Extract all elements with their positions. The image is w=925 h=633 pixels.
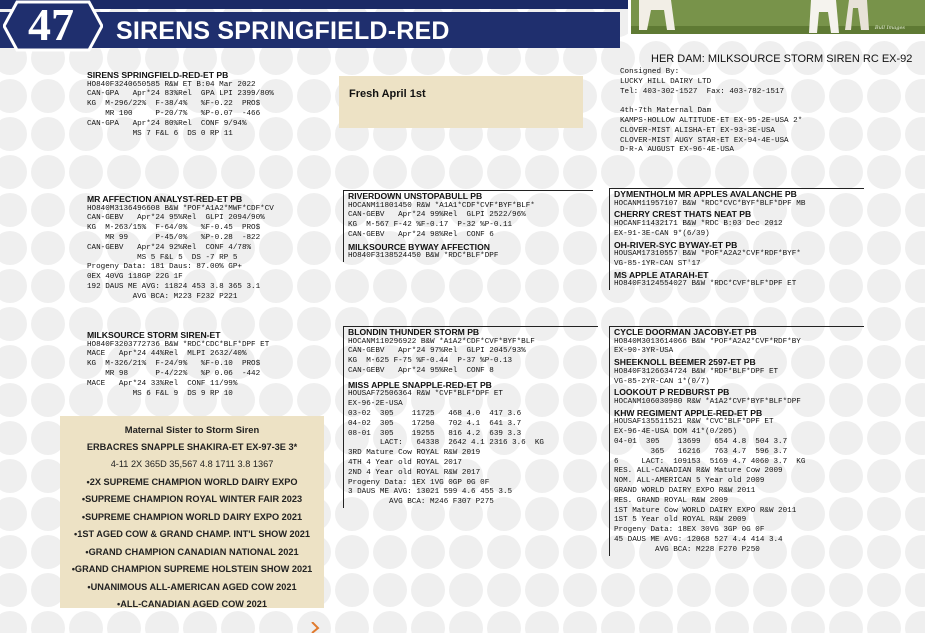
gp-line: NOM. ALL-AMERICAN 5 Year old 2009	[614, 477, 765, 486]
background-dot	[335, 573, 369, 607]
background-dot	[715, 573, 749, 607]
background-dot	[715, 155, 749, 189]
background-dot	[905, 611, 925, 633]
background-dot	[0, 535, 27, 569]
sire-sire-line: HOCANM11801450 R&W *A1A1*CDF*CVF*BYF*BLF*	[348, 201, 535, 210]
background-dot	[221, 611, 255, 633]
background-dot	[31, 79, 65, 113]
gp-ddam-sire-lines	[614, 398, 864, 408]
dam-block	[87, 330, 269, 399]
background-dot	[905, 383, 925, 417]
page-title: SIRENS SPRINGFIELD-RED	[116, 17, 450, 45]
background-dot	[867, 79, 901, 113]
background-dot	[867, 269, 901, 303]
lot-info-lines	[87, 81, 274, 140]
sister-name: ERBACRES SNAPPLE SHAKIRA-ET EX-97-3E 3*	[86, 441, 298, 452]
background-dot	[867, 383, 901, 417]
sire-line: AVG BCA: M223 F232 P221	[87, 292, 238, 301]
gp-line: HO840F3126634724 B&W *RDF*BLF*DPF ET	[614, 367, 779, 376]
background-dot	[31, 155, 65, 189]
lot-info-line: HO840F3240650585 R&W ET B:04 Mar 2022	[87, 80, 256, 89]
background-dot	[829, 573, 863, 607]
gp-dsire-dam-name: SHEEKNOLL BEEMER 2597-ET PB	[614, 357, 756, 368]
sire-line: 192 DAUS ME AVG: 11824 453 3.8 365 3.1	[87, 282, 261, 291]
gp-dsire-sire-lines	[614, 338, 864, 358]
background-dot	[297, 79, 331, 113]
background-dot	[829, 117, 863, 151]
background-dot	[0, 269, 27, 303]
gp-line: 365 16216 763 4.7 596 3.7	[614, 447, 788, 456]
sister-honor-item: •GRAND CHAMPION CANADIAN NATIONAL 2021	[85, 546, 299, 557]
background-dot	[867, 573, 901, 607]
background-dot	[905, 497, 925, 531]
background-dot	[107, 611, 141, 633]
gp-dsire-dam-lines	[614, 368, 864, 388]
gp-sdam-sire-name: OH-RIVER-SYC BYWAY-ET PB	[614, 239, 738, 250]
sire-dam-line: HO840F3138524450 B&W *RDC*BLF*DPF	[348, 252, 499, 261]
gp-sdam-dam-name: MS APPLE ATARAH-ET	[614, 269, 709, 280]
gp-line: HO840M3013614066 B&W *POF*A2A2*CVF*RDF*BY	[614, 337, 801, 346]
sister-honors	[60, 474, 324, 614]
sire-line: HO840M3136496608 B&W *POF*A1A2*MWF*CDF*CV	[87, 204, 274, 213]
background-dot	[905, 535, 925, 569]
background-dot	[297, 383, 331, 417]
background-dot	[31, 611, 65, 633]
background-dot	[449, 155, 483, 189]
gp-line: RES. GRAND ROYAL R&W 2009	[614, 496, 728, 505]
sire-name: MR AFFECTION ANALYST-RED-ET PB	[87, 194, 243, 204]
dam-dam-line: Progeny Data: 1EX 1VG 0GP 0G 0F	[348, 478, 490, 487]
background-dot	[905, 193, 925, 227]
lot-info-line: MR 100 P-20/7% %P-0.07 -466	[87, 109, 261, 118]
gp-line: EX-90-3YR-USA	[614, 347, 674, 356]
dam-dam-name: MISS APPLE SNAPPLE-RED-ET PB	[348, 379, 492, 390]
sire-sire-line: CAN-GEBV Apr*24 99%Rel GLPI 2522/96%	[348, 211, 526, 220]
background-dot	[69, 155, 103, 189]
fresh-note: Fresh April 1st	[349, 88, 426, 100]
gp-line: VG-85-2YR-CAN 1*(0/7)	[614, 377, 710, 386]
background-dot	[525, 611, 559, 633]
background-dot	[601, 155, 635, 189]
sire-line: MR 99 P-45/0% %P-0.28 -822	[87, 233, 261, 242]
background-dot	[639, 611, 673, 633]
dam-dam-line: AVG BCA: M246 F307 P275	[348, 498, 494, 507]
background-dot	[31, 269, 65, 303]
gp-line: RES. ALL-CANADIAN R&W Mature Cow 2009	[614, 467, 783, 476]
consignor-line: Consigned By:	[620, 68, 680, 76]
gp-line: HOCANM11957107 B&W *RDC*CVC*BYF*BLF*DPF MB	[614, 199, 806, 208]
dam-line: MR 98 P-4/22% %P 0.06 -442	[87, 369, 261, 378]
dam-heading: HER DAM: MILKSOURCE STORM SIREN RC EX-92	[651, 53, 913, 65]
background-dot	[69, 611, 103, 633]
consignor-line: CLOVER-MIST ALISHA-ET EX-93-3E-USA	[620, 126, 775, 135]
sire-block	[87, 194, 274, 303]
sire-sire-block	[343, 190, 593, 262]
dam-name: MILKSOURCE STORM SIREN-ET	[87, 330, 221, 340]
background-dot	[373, 573, 407, 607]
consignor-line: LUCKY HILL DAIRY LTD	[620, 77, 712, 86]
background-dot	[0, 231, 27, 265]
gp-line: AVG BCA: M228 F270 P250	[614, 545, 760, 554]
dam-dam-line: EX-96-2E-USA	[348, 400, 403, 409]
background-dot	[867, 155, 901, 189]
dam-sire-lines	[348, 338, 598, 377]
background-dot	[677, 155, 711, 189]
background-dot	[411, 611, 445, 633]
dam-sire-block	[343, 326, 598, 508]
background-dot	[715, 611, 749, 633]
gp-line: 04-01 305 13699 654 4.8 504 3.7	[614, 437, 788, 446]
sire-sire-line: CAN-GEBV Apr*24 98%Rel CONF 6	[348, 230, 494, 239]
consignor-line: KAMPS-HOLLOW ALTITUDE-ET EX-95-2E-USA 2*	[620, 116, 803, 125]
background-dot	[905, 79, 925, 113]
dam-line: MACE Apr*24 44%Rel MLPI 2632/40%	[87, 350, 247, 359]
sire-line: Progeny Data: 181 Daus: 87.00% GP+	[87, 263, 242, 272]
gp-sire-dam-name: CHERRY CREST THATS NEAT PB	[614, 209, 752, 220]
cow-photo	[628, 0, 925, 37]
background-dot	[373, 535, 407, 569]
lot-number: 47	[28, 0, 74, 50]
background-dot	[411, 535, 445, 569]
sire-line: KG M-263/15% F-64/0% %F-0.45 PRO$	[87, 224, 261, 233]
background-dot	[639, 155, 673, 189]
background-dot	[867, 535, 901, 569]
dam-dam-line: 04-02 305 17250 702 4.1 641 3.7	[348, 419, 522, 428]
gp-line: 1ST 5 Year old ROYAL R&W 2009	[614, 516, 747, 525]
background-dot	[31, 345, 65, 379]
gp-line: HO840F3124554027 B&W *RDC*CVF*BLF*DPF ET	[614, 280, 797, 289]
sister-honor-item: •GRAND CHAMPION SUPREME HOLSTEIN SHOW 2021	[71, 564, 313, 574]
background-dot	[563, 155, 597, 189]
background-dot	[905, 307, 925, 341]
gp-line: 6 LACT: 109153 5169 4.7 4060 3.7 KG	[614, 457, 806, 466]
page-arrow-icon	[309, 622, 323, 633]
background-dot	[563, 269, 597, 303]
sister-record: 4-11 2X 365D 35,567 4.8 1711 3.8 1367	[110, 459, 274, 469]
lot-info-line: CAN-GPA Apr*24 83%Rel GPA LPI 2399/80%	[87, 90, 274, 99]
sire-line: 0EX 40VG 118GP 22G 1F	[87, 273, 183, 282]
background-dot	[221, 155, 255, 189]
consignor-line: Tel: 403-302-1527 Fax: 403-782-1517	[620, 87, 785, 96]
background-dot	[905, 231, 925, 265]
sire-sire-name: RIVERDOWN UNSTOPABULL PB	[348, 191, 483, 201]
sire-line: CAN-GEBV Apr*24 92%Rel CONF 4/78%	[87, 243, 252, 252]
background-dot	[563, 573, 597, 607]
background-dot	[791, 611, 825, 633]
dam-sire-name: BLONDIN THUNDER STORM PB	[348, 327, 480, 337]
background-dot	[297, 307, 331, 341]
background-dot	[31, 307, 65, 341]
background-dot	[525, 269, 559, 303]
sire-line: MS 5 F&L 5 DS -7 RP 5	[87, 253, 238, 262]
background-dot	[867, 611, 901, 633]
background-dot	[905, 269, 925, 303]
sister-honor-item: •2X SUPREME CHAMPION WORLD DAIRY EXPO	[86, 476, 298, 487]
background-dot	[639, 573, 673, 607]
background-dot	[31, 383, 65, 417]
dam-dam-line: HOUSAF72506364 R&W *CVF*BLF*DPF ET	[348, 390, 503, 399]
dam-dam-line: 08-01 305 19255 816 4.2 639 3.3	[348, 429, 522, 438]
background-dot	[449, 535, 483, 569]
fresh-note-box	[339, 76, 583, 128]
background-dot	[373, 269, 407, 303]
background-dot	[487, 155, 521, 189]
dam-dam-line: 3RD Mature Cow ROYAL R&W 2019	[348, 449, 481, 458]
sister-honor-item: •ALL-CANADIAN AGED COW 2021	[117, 599, 267, 609]
background-dot	[335, 269, 369, 303]
background-dot	[0, 345, 27, 379]
background-dot	[0, 459, 27, 493]
background-dot	[487, 573, 521, 607]
gp-line: GRAND WORLD DAIRY EXPO R&W 2011	[614, 486, 756, 495]
gp-ddam-dam-lines	[614, 418, 864, 555]
background-dot	[31, 117, 65, 151]
dam-line: KG M-326/21% F-24/9% %F-0.10 PRO$	[87, 360, 261, 369]
dam-dam-lines	[348, 390, 598, 508]
sister-honor-item: •UNANIMOUS ALL-AMERICAN AGED COW 2021	[87, 581, 297, 592]
background-dot	[0, 611, 27, 633]
lot-info-line: CAN-GPA Apr*24 80%Rel CONF 9/94%	[87, 119, 247, 128]
sister-heading: Maternal Sister to Storm Siren	[124, 424, 260, 435]
background-dot	[905, 117, 925, 151]
gp-line: HOCANM106030980 R&W *A1A2*CVF*BYF*BLF*DPF	[614, 397, 801, 406]
background-dot	[525, 535, 559, 569]
sister-honor-item: •1ST AGED COW & GRAND CHAMP. INT'L SHOW 2021	[74, 529, 310, 539]
gp-dam-side-block	[609, 326, 864, 556]
background-dot	[0, 79, 27, 113]
consignor-line: 4th-7th Maternal Dam	[620, 107, 712, 116]
background-dot	[905, 155, 925, 189]
dam-sire-line: CAN-GEBV Apr*24 95%Rel CONF 8	[348, 366, 494, 375]
consignor-line: D-R-A AUGUST EX-96-4E-USA	[620, 146, 734, 155]
background-dot	[677, 573, 711, 607]
maternal-sister-box	[60, 416, 324, 608]
sire-dam-lines	[348, 252, 593, 262]
background-dot	[297, 155, 331, 189]
dam-sire-line: KG M-625 F-75 %F-0.44 P-37 %P-0.13	[348, 357, 513, 366]
background-dot	[297, 345, 331, 379]
background-dot	[449, 573, 483, 607]
sister-honor-item: •SUPREME CHAMPION ROYAL WINTER FAIR 2023	[81, 494, 303, 504]
background-dot	[335, 155, 369, 189]
dam-line: MS 6 F&L 9 DS 9 RP 10	[87, 389, 233, 398]
background-dot	[145, 611, 179, 633]
background-dot	[487, 611, 521, 633]
background-dot	[335, 611, 369, 633]
background-dot	[145, 155, 179, 189]
background-dot	[411, 573, 445, 607]
dam-sire-line: CAN-GEBV Apr*24 97%Rel GLPI 2045/93%	[348, 347, 526, 356]
sister-honor-item: •SUPREME CHAMPION WORLD DAIRY EXPO 2021	[81, 511, 303, 522]
dam-line: HO840F3203772736 B&W *RDC*CDC*BLF*DPF ET	[87, 340, 270, 349]
background-dot	[183, 155, 217, 189]
background-dot	[753, 155, 787, 189]
dam-sire-line: HOCANM110296922 B&W *A1A2*CDF*CVF*BYF*BLF	[348, 337, 535, 346]
background-dot	[449, 611, 483, 633]
gp-line: EX-96-4E-USA DOM 41*(0/205)	[614, 428, 738, 437]
background-dot	[525, 573, 559, 607]
gp-sdam-sire-lines	[614, 250, 864, 270]
background-dot	[525, 155, 559, 189]
background-dot	[373, 155, 407, 189]
background-dot	[753, 573, 787, 607]
gp-line: HOCANF11432171 B&W *RDC B:03 Dec 2012	[614, 219, 783, 228]
gp-line: HOUSAM17310557 B&W *POF*A2A2*CVF*RDF*BYF*	[614, 250, 801, 259]
background-dot	[867, 193, 901, 227]
dam-line: MACE Apr*24 33%Rel CONF 11/99%	[87, 379, 238, 388]
gp-dsire-sire-name: CYCLE DOORMAN JACOBY-ET PB	[614, 327, 757, 337]
background-dot	[829, 611, 863, 633]
background-dot	[259, 155, 293, 189]
background-dot	[791, 573, 825, 607]
consignor-line: CLOVER-MIST AUGY STAR-ET EX-94-4E-USA	[620, 136, 789, 145]
consignor-info	[620, 68, 802, 156]
background-dot	[183, 611, 217, 633]
background-dot	[31, 231, 65, 265]
sire-sire-lines	[348, 202, 593, 241]
background-dot	[563, 535, 597, 569]
background-dot	[563, 611, 597, 633]
background-dot	[905, 345, 925, 379]
dam-dam-line: LACT: 64338 2642 4.1 2316 3.6 KG	[348, 439, 544, 448]
background-dot	[487, 535, 521, 569]
dam-dam-line: 3 DAUS ME AVG: 13021 599 4.6 455 3.5	[348, 488, 513, 497]
dam-dam-line: 03-02 305 11725 468 4.0 417 3.6	[348, 409, 522, 418]
lot-info-line: KG M-296/22% F-38/4% %F-0.22 PRO$	[87, 100, 261, 109]
background-dot	[905, 421, 925, 455]
gp-sire-sire-lines	[614, 200, 864, 210]
background-dot	[867, 307, 901, 341]
background-dot	[0, 307, 27, 341]
background-dot	[449, 269, 483, 303]
sire-lines	[87, 205, 274, 303]
background-dot	[0, 497, 27, 531]
background-dot	[0, 193, 27, 227]
gp-line: 1ST Mature Cow WORLD DAIRY EXPO R&W 2011	[614, 506, 797, 515]
background-dot	[0, 573, 27, 607]
background-dot	[601, 573, 635, 607]
background-dot	[677, 611, 711, 633]
background-dot	[259, 611, 293, 633]
background-dot	[867, 117, 901, 151]
background-dot	[829, 155, 863, 189]
consignor-lines	[620, 68, 802, 156]
background-dot	[905, 459, 925, 493]
gp-line: EX-91-3E-CAN 9*(6/39)	[614, 229, 710, 238]
gp-line: 45 DAUS ME AVG: 12068 527 4.4 414 3.4	[614, 535, 783, 544]
background-dot	[335, 535, 369, 569]
background-dot	[905, 573, 925, 607]
gp-sire-dam-lines	[614, 220, 864, 240]
background-dot	[867, 459, 901, 493]
gp-line: HOUSAF135511521 R&W *CVC*BLF*DPF ET	[614, 418, 774, 427]
background-dot	[753, 611, 787, 633]
sire-sire-line: KG M-567 F-42 %F-0.17 P-32 %P-0.11	[348, 221, 513, 230]
background-dot	[0, 155, 27, 189]
sire-dam-name: MILKSOURCE BYWAY AFFECTION	[348, 241, 490, 252]
background-dot	[867, 497, 901, 531]
background-dot	[31, 193, 65, 227]
background-dot	[411, 155, 445, 189]
background-dot	[297, 269, 331, 303]
background-dot	[791, 155, 825, 189]
background-dot	[0, 383, 27, 417]
gp-ddam-sire-name: LOOKOUT P REDBURST PB	[614, 387, 730, 398]
background-dot	[297, 193, 331, 227]
background-dot	[867, 421, 901, 455]
background-dot	[0, 421, 27, 455]
background-dot	[373, 611, 407, 633]
background-dot	[829, 79, 863, 113]
consignor-line	[620, 97, 802, 107]
background-dot	[601, 611, 635, 633]
lot-info	[87, 70, 274, 139]
dam-dam-line: 2ND 4 Year old ROYAL R&W 2017	[348, 468, 481, 477]
sire-line: CAN-GEBV Apr*24 95%Rel GLPI 2094/90%	[87, 214, 265, 223]
gp-line: Progeny Data: 18EX 30VG 3GP 0G 0F	[614, 526, 765, 535]
gp-sire-sire-name: DYMENTHOLM MR APPLES AVALANCHE PB	[614, 189, 797, 199]
dam-lines	[87, 341, 269, 400]
background-dot	[297, 117, 331, 151]
background-dot	[867, 231, 901, 265]
background-dot	[297, 231, 331, 265]
background-dot	[411, 269, 445, 303]
background-dot	[0, 117, 27, 151]
gp-sdam-dam-lines	[614, 280, 864, 290]
gp-ddam-dam-name: KHW REGIMENT APPLE-RED-ET PB	[614, 407, 763, 418]
background-dot	[487, 269, 521, 303]
gp-sire-side-block	[609, 188, 864, 290]
background-dot	[107, 155, 141, 189]
gp-line: VG-85-1YR-CAN ST'17	[614, 259, 701, 268]
lot-animal-name: SIRENS SPRINGFIELD-RED-ET PB	[87, 70, 229, 80]
dam-dam-line: 4TH 4 Year old ROYAL 2017	[348, 458, 462, 467]
background-dot	[867, 345, 901, 379]
photo-signature: Bull Images	[874, 25, 905, 31]
lot-info-line: MS 7 F&L 6 DS 0 RP 11	[87, 129, 233, 138]
